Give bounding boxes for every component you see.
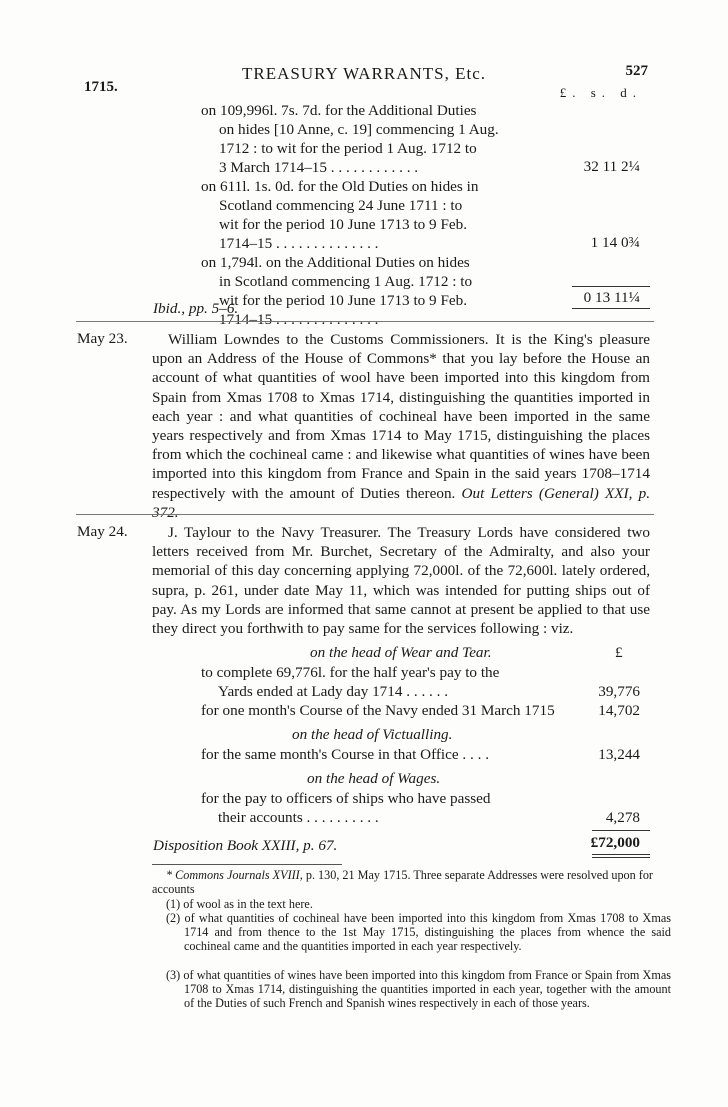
money-column-heads: £. s. d. bbox=[559, 85, 642, 100]
footnote-lead-text: p. 130, 21 May 1715. Three separate Addresses were resolved upon for accounts bbox=[152, 868, 653, 897]
head-wages: on the head of Wages. bbox=[307, 770, 441, 787]
footnote-lead bbox=[152, 868, 653, 896]
course-line: for one month's Course of the Navy ended 31 March 1715 bbox=[201, 702, 555, 719]
footnote-item-3: (3) of what quantities of wines have been imported into this kingdom from France or Spain from Xmas 1708 to Xmas 1714, distinguishing the quantities imported in each year, together with the amount of the Duties of such French and Spanish wines respectively in each of those years. bbox=[166, 968, 671, 1011]
currency-symbol: £ bbox=[615, 644, 623, 661]
head-victualling: on the head of Victualling. bbox=[292, 726, 453, 743]
duty-1-line-4: 3 March 1714–15 . . . . . . . . . . . . bbox=[219, 159, 419, 176]
wear-line-1: to complete 69,776l. for the half year's pay to the bbox=[201, 664, 500, 681]
duty-3-line-2: in Scotland commencing 1 Aug. 1712 : to bbox=[219, 273, 473, 290]
duty-2-line-2: Scotland commencing 24 June 1711 : to bbox=[219, 197, 463, 214]
header-year: 1715. bbox=[84, 79, 118, 95]
wear-amount: 39,776 bbox=[598, 683, 640, 700]
victualling-line: for the same month's Course in that Office . . . . bbox=[201, 746, 490, 763]
duty-2-line-3: wit for the period 10 June 1713 to 9 Feb. bbox=[219, 216, 468, 233]
head-wear-and-tear: on the head of Wear and Tear. bbox=[310, 644, 492, 661]
victualling-amount: 13,244 bbox=[598, 746, 640, 763]
source-reference-2: Disposition Book XXIII, p. 67. bbox=[153, 837, 338, 854]
source-reference-1: Ibid., pp. 5–6. bbox=[153, 300, 239, 317]
page-title: TREASURY WARRANTS, Etc. bbox=[241, 64, 487, 83]
total-rule-bottom-2 bbox=[592, 857, 650, 858]
entry-date-may-24: May 24. bbox=[77, 523, 128, 540]
course-amount: 14,702 bbox=[598, 702, 640, 719]
duty-1-amount: 32 11 2¼ bbox=[583, 158, 640, 175]
duty-1-line-3: 1712 : to wit for the period 1 Aug. 1712 to bbox=[219, 140, 477, 157]
entry-may-24-text: J. Taylour to the Navy Treasurer. The Treasury Lords have considered two letters received from Mr. Burchet, Secretary of the Admiralty, and also your memorial of this day concerning applying 72,000l. of the 72,600l. lately ordered, supra, p. 261, under date May 11, which was intended for putting ships out of pay. As my Lords are informed that same cannot at present be applied to that use they direct you forthwith to pay same for the services following : viz. bbox=[152, 524, 650, 638]
duty-3-line-1: on 1,794l. on the Additional Duties on hides bbox=[201, 254, 470, 271]
duty-1-line-2: on hides [10 Anne, c. 19] commencing 1 Aug. bbox=[219, 121, 499, 138]
footnote-divider bbox=[152, 864, 342, 865]
entry-may-23-text bbox=[152, 330, 650, 522]
duty-entry-2 bbox=[201, 177, 551, 253]
wages-amount: 4,278 bbox=[605, 809, 640, 826]
wages-line-2: their accounts . . . . . . . . . . bbox=[218, 809, 379, 826]
section-divider-2 bbox=[76, 514, 654, 515]
footnote-item-2: (2) of what quantities of cochineal have been imported into this kingdom from Xmas 1708 to Xmas 1714 and from thence to the 1st May 1715, distinguishing the places from whence the said cochineal came and the quantities imported in each year respectively. bbox=[166, 911, 671, 954]
duty-2-amount: 1 14 0¾ bbox=[590, 234, 640, 251]
section-divider-1 bbox=[76, 321, 654, 322]
footnote-item-1: (1) of wool as in the text here. bbox=[166, 897, 313, 911]
entry-may-23-reference: Out Letters (General) XXI, p. 372. bbox=[152, 484, 651, 521]
entry-may-23-body: William Lowndes to the Customs Commissioners. It is the King's pleasure upon an Address of the House of Commons* that you lay before the House an account of what quantities of wool have been imported into this kingdom from Spain from Xmas 1708 to Xmas 1714, distinguishing the quantities imported in each year : and what quantities of cochineal have been imported in the same years respectively and from Xmas 1714 to May 1715, distinguishing the places from which the cochineal came : and likewise what quantities of wines have been imported into this kingdom from France and Spain in the said years 1708–1714 respectively with the amount of Duties thereon. bbox=[152, 331, 650, 502]
wear-line-2: Yards ended at Lady day 1714 . . . . . . bbox=[218, 683, 449, 700]
total-rule-top bbox=[592, 830, 650, 831]
wages-line-1: for the pay to officers of ships who have passed bbox=[201, 790, 491, 807]
entry-date-may-23: May 23. bbox=[77, 330, 128, 347]
duty-entry-3 bbox=[201, 253, 551, 329]
total-rule-bottom-1 bbox=[592, 854, 650, 855]
duty-2-line-4: 1714–15 . . . . . . . . . . . . . . bbox=[219, 235, 379, 252]
page-number: 527 bbox=[625, 63, 648, 79]
payments-total: £72,000 bbox=[590, 834, 640, 851]
duty-2-line-1: on 611l. 1s. 0d. for the Old Duties on hides in bbox=[201, 178, 479, 195]
duty-entry-1 bbox=[201, 101, 551, 177]
amount-rule-top bbox=[572, 286, 650, 287]
duty-3-line-3: wit for the period 10 June 1713 to 9 Feb. bbox=[219, 292, 468, 309]
footnote-lead-title: * Commons Journals XVIII, bbox=[166, 868, 303, 882]
duty-3-line-4: 1714–15 . . . . . . . . . . . . . . bbox=[219, 311, 379, 328]
amount-rule-bottom bbox=[572, 308, 650, 309]
duty-3-amount: 0 13 11¼ bbox=[583, 289, 640, 306]
duty-1-line-1: on 109,996l. 7s. 7d. for the Additional Duties bbox=[201, 102, 477, 119]
